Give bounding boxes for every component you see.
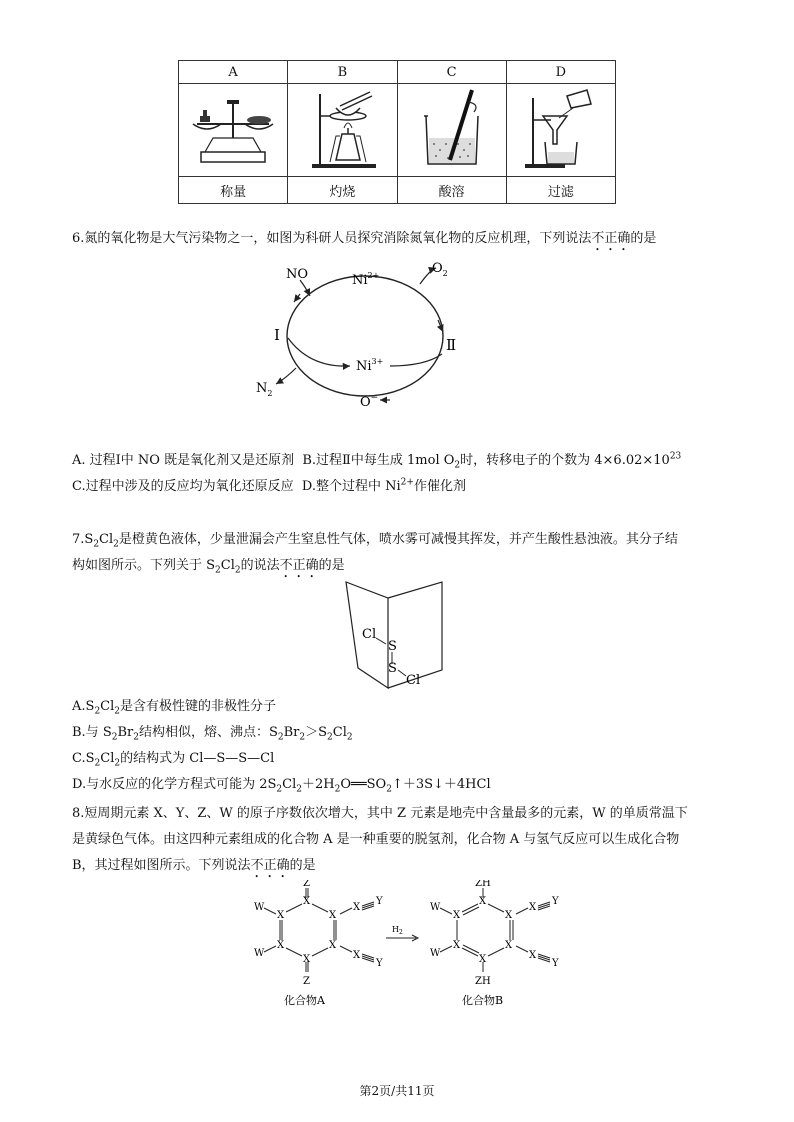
caption-c: 酸溶 [397,177,506,204]
header-a: A [179,61,288,84]
s1-atom: S [388,639,397,654]
svg-text:X: X [329,940,337,951]
s2-atom: S [388,661,397,676]
reaction-arrow [386,925,418,941]
compound-a-label: 化合物A [284,994,325,1007]
header-d: D [506,61,615,84]
svg-text:X: X [353,902,361,913]
o2-label: $O_2$ [432,261,448,278]
caption-a: 称量 [179,177,288,204]
svg-text:ZH: ZH [475,880,491,889]
header-b: B [288,61,397,84]
svg-text:W: W [430,948,441,959]
svg-text:W: W [254,902,265,913]
options-table [178,60,616,204]
q6-stem: 6.氮的氧化物是大气污染物之一，如图为科研人员探究消除氮氧化物的反应机理，下列说法不正确的是 [72,231,657,246]
o-minus-label: O− [360,393,379,410]
beaker-stir-icon [402,86,502,170]
cl2-atom: Cl [406,673,421,688]
page-footer: 第2页/共11页 [359,1084,435,1098]
svg-text:Y: Y [552,896,559,907]
svg-text:Z: Z [303,976,310,987]
svg-text:ZH: ZH [475,976,491,987]
svg-text:X: X [529,902,537,913]
q8-stem-line2: 是黄绿色气体。由这四种元素组成的化合物 A 是一种重要的脱氢剂，化合物 A 与氢气反应可以生成化合物 [72,832,680,847]
q8-stem-line1: 8.短周期元素 X、Y、Z、W 的原子序数依次增大，其中 Z 元素是地壳中含量最多的元素，W 的单质常温下 [72,806,688,821]
svg-text:X: X [277,910,285,921]
svg-text:X: X [453,940,461,951]
balance-scale-icon [183,86,283,170]
svg-text:Y: Y [552,958,559,969]
svg-text:W: W [254,948,265,959]
q6-options-cd: C.过程中涉及的反应均为氧化还原反应 D.整个过程中 $Ni^{2+}$作催化剂 [72,477,466,494]
ni3-label: $Ni^{3+}$ [356,357,384,374]
q7-stem-line1: $7.S_2Cl_2$是橙黄色液体，少量泄漏会产生窒息性气体，喷水雾可减慢其挥发，并产生酸性悬浊液。其分子结 [72,532,678,550]
crucible-burner-icon [292,86,392,170]
q7-option-a: $A.S_2Cl_2$是含有极性键的非极性分子 [72,699,277,717]
filtration-funnel-icon [511,86,611,170]
svg-text:X: X [303,896,311,907]
svg-text:X: X [303,954,311,965]
q8-stem-line3: B，其过程如图所示。下列说法不正确的是 [72,858,316,873]
no-label: NO [286,267,309,282]
n2-label: $N_2$ [256,381,273,398]
svg-text:X: X [479,896,487,907]
reagent-h2: $H_2$ [392,925,403,936]
q7-stem-line2: 构如图所示。下列关于 $S_2Cl_2$的说法不正确的是 [72,558,345,576]
q7-option-c: $C.S_2Cl_2$的结构式为 Cl—S—S—Cl [72,751,275,769]
q8-reaction-scheme [240,880,570,1010]
compound-a-structure [254,880,383,987]
step2-label: Ⅱ [446,336,457,354]
q6-options-ab: A. 过程Ⅰ中 NO 既是氧化剂又是还原剂 B.过程Ⅱ中每生成 1mol $O_2$时，转移电子的个数为 $4\times 6.02\times 10^{23}$ [72,451,682,471]
svg-text:Y: Y [376,958,383,969]
caption-b: 灼烧 [288,177,397,204]
compound-b-label: 化合物B [462,994,504,1007]
svg-text:Y: Y [376,896,383,907]
svg-text:X: X [277,940,285,951]
svg-text:X: X [505,910,513,921]
svg-text:W: W [430,902,441,913]
svg-text:X: X [505,940,513,951]
ni2-label: $Ni^{2+}$ [352,271,380,288]
q7-option-d: D.与水反应的化学方程式可能为 $2S_2Cl_2+2H_2O══SO_2↑+3S↓+4HCl$ [72,777,491,795]
q7-molecule-diagram [336,580,460,692]
q6-mechanism-diagram [240,258,510,418]
q7-option-b: B.与 $S_2Br_2$结构相似，熔、沸点：$S_2Br_2>S_2Cl_2$ [72,725,353,743]
svg-text:X: X [453,910,461,921]
cl1-atom: Cl [362,627,377,642]
svg-text:X: X [329,910,337,921]
step1-label: Ⅰ [274,326,280,344]
svg-text:X: X [479,954,487,965]
svg-text:X: X [353,950,361,961]
caption-d: 过滤 [506,177,615,204]
compound-b-structure [430,880,559,987]
header-c: C [397,61,506,84]
svg-text:Z: Z [303,880,310,889]
svg-text:X: X [529,950,537,961]
